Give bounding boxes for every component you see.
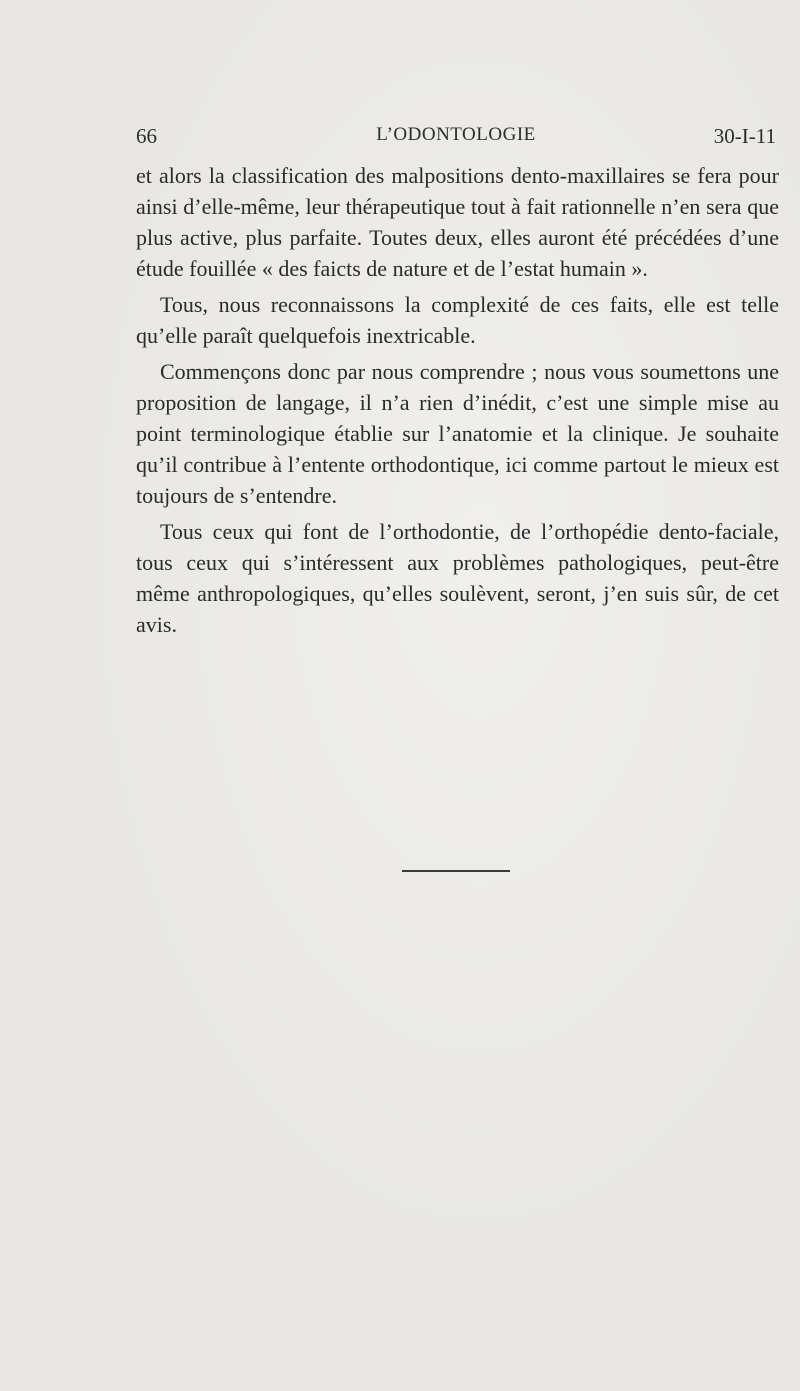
body-text <box>136 160 779 645</box>
page-header <box>136 124 776 154</box>
page-number: 66 <box>136 124 157 148</box>
paragraph-1: et alors la classification des malpositions dento-maxillaires se fera pour ainsi d’elle-même, leur thérapeutique tout à fait rationnelle n’en sera que plus active, plus parfaite. Toutes deux, elles auront été précédées d’une étude fouillée « des faicts de nature et de l’estat humain ». <box>136 163 779 281</box>
running-title: L’ODONTOLOGIE <box>376 124 536 145</box>
paragraph-2: Tous, nous reconnaissons la complexité de ces faits, elle est telle qu’elle paraît quelquefois inextricable. <box>136 292 779 348</box>
paragraph-3: Commençons donc par nous comprendre ; nous vous soumettons une proposition de langage, il n’a rien d’inédit, c’est une simple mise au point terminologique établie sur l’anatomie et la clinique. Je souhaite qu’il contribue à l’entente orthodontique, ici comme partout le mieux est toujours de s’entendre. <box>136 359 779 508</box>
paragraph-4: Tous ceux qui font de l’orthodontie, de l’orthopédie dento-faciale, tous ceux qui s’intéressent aux problèmes pathologiques, peut-être même anthropologiques, qu’elles soulèvent, seront, j’en suis sûr, de cet avis. <box>136 519 779 637</box>
end-rule <box>402 870 510 872</box>
issue-date: 30-I-11 <box>713 124 776 148</box>
